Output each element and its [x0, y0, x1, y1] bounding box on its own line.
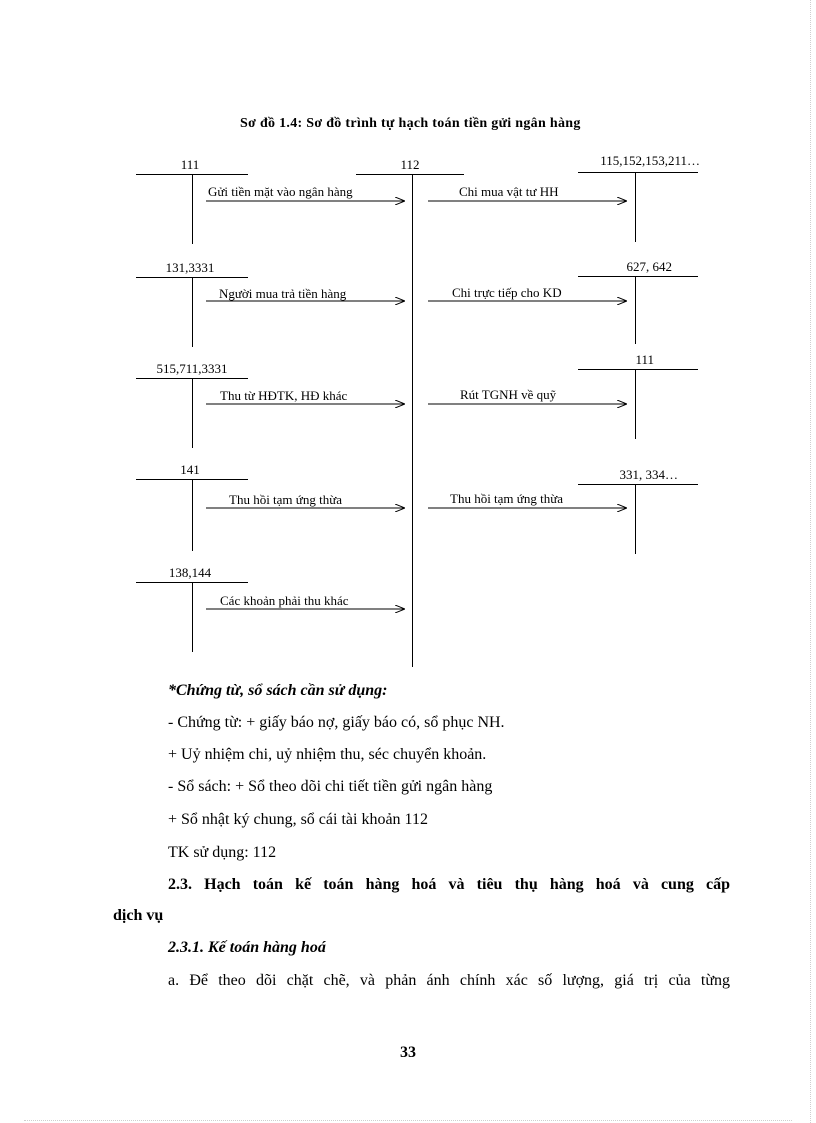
body-line-2: + Uỷ nhiệm chi, uỷ nhiệm thu, séc chuyển khoản.: [168, 746, 487, 763]
left-flow-label-3: Thu từ HĐTK, HĐ khác: [220, 388, 348, 403]
body-line-5: TK sử dụng: 112: [168, 844, 277, 861]
left-flow-label-1: Gửi tiền mặt vào ngân hàng: [208, 184, 353, 199]
right-account-3: 111: [635, 352, 654, 367]
left-flow-label-4: Thu hồi tạm ứng thừa: [229, 492, 343, 507]
page-edge-right: [810, 0, 811, 1123]
left-account-2: 131,3331: [165, 260, 215, 275]
body-line-1: - Chứng từ: + giấy báo nợ, giấy báo có, sổ phục NH.: [168, 714, 505, 731]
left-account-5: 138,144: [168, 565, 212, 580]
right-flow-label-2: Chi trực tiếp cho KD: [452, 285, 562, 300]
left-flow-label-2: Người mua trả tiền hàng: [219, 286, 347, 301]
left-flow-label-5: Các khoản phải thu khác: [220, 593, 349, 608]
subsection-heading: 2.3.1. Kế toán hàng hoá: [168, 939, 326, 956]
page-number: 33: [400, 1044, 416, 1061]
section-heading-continued: dịch vụ: [113, 907, 164, 924]
right-flow-label-4: Thu hồi tạm ứng thừa: [450, 491, 564, 506]
documents-heading: *Chứng từ, sổ sách cần sử dụng:: [168, 682, 388, 699]
right-account-2: 627, 642: [626, 259, 672, 274]
right-flow-label-1: Chi mua vật tư HH: [459, 184, 559, 199]
diagram-title: Sơ đồ 1.4: Sơ đồ trình tự hạch toán tiền gửi ngân hàng: [240, 116, 581, 131]
right-account-4: 331, 334…: [619, 467, 678, 482]
right-flow-label-3: Rút TGNH về quỹ: [460, 387, 557, 402]
center-account-label: 112: [400, 157, 420, 172]
right-account-1: 115,152,153,211…: [600, 153, 700, 168]
paragraph-line: a. Để theo dõi chặt chẽ, và phản ánh chính xác số lượng, giá trị của từng: [168, 972, 730, 989]
body-line-4: + Sổ nhật ký chung, sổ cái tài khoản 112: [168, 811, 428, 828]
left-account-4: 141: [180, 462, 200, 477]
left-account-3: 515,711,3331: [156, 361, 228, 376]
page-edge-bottom: [24, 1120, 792, 1121]
body-line-3: - Sổ sách: + Sổ theo dõi chi tiết tiền gửi ngân hàng: [168, 778, 493, 795]
section-heading: 2.3. Hạch toán kế toán hàng hoá và tiêu thụ hàng hoá và cung cấp: [168, 876, 730, 893]
left-account-1: 111: [180, 157, 200, 172]
